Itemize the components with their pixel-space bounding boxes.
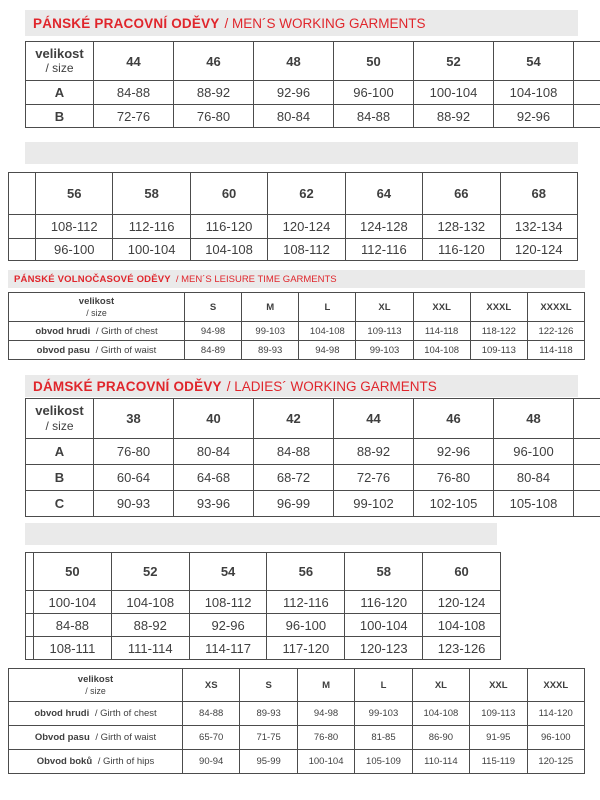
table-header-row [9, 173, 578, 215]
value-cell: 132-134 [500, 215, 577, 239]
value-cell: 115-119 [470, 750, 527, 774]
value-cell: 84-88 [254, 439, 334, 465]
size-cell: 48 [494, 399, 574, 439]
value-cell: 100-104 [297, 750, 354, 774]
size-cell: 48 [254, 42, 334, 81]
value-cell: 116-120 [190, 215, 267, 239]
value-cell: 94-98 [299, 341, 356, 360]
size-cell: 42 [254, 399, 334, 439]
value-cell: 120-124 [423, 591, 501, 614]
value-cell: 108-111 [34, 637, 112, 660]
value-cell: 104-108 [190, 239, 267, 261]
size-cell: 58 [113, 173, 190, 215]
value-cell: 110-114 [412, 750, 469, 774]
value-cell: 84-88 [334, 105, 414, 128]
value-cell: 96-100 [334, 81, 414, 105]
value-cell: 128-132 [423, 215, 500, 239]
value-cell: 108-112 [36, 215, 113, 239]
value-cell: 90-94 [183, 750, 240, 774]
value-cell: 96-100 [494, 439, 574, 465]
mens-leisure-size-table [8, 292, 585, 360]
size-cell: XL [356, 293, 413, 322]
cropped-cell [9, 215, 36, 239]
value-cell: 120-124 [268, 215, 345, 239]
cropped-cell [574, 105, 600, 128]
cropped-cell [26, 591, 34, 614]
value-cell: 117-120 [267, 637, 345, 660]
mens-working-heading-band [25, 10, 578, 36]
value-cell: 88-92 [334, 439, 414, 465]
row-label-cell: A [26, 439, 94, 465]
value-cell: 104-108 [111, 591, 189, 614]
size-cell: 44 [334, 399, 414, 439]
cropped-cell [574, 42, 600, 81]
value-cell: 118-122 [470, 322, 527, 341]
velikost-label: velikost [35, 403, 84, 419]
value-cell: 104-108 [494, 81, 574, 105]
size-cell: 56 [267, 553, 345, 591]
value-cell: 100-104 [34, 591, 112, 614]
mens-working-size-table-1 [25, 41, 600, 128]
table-row [9, 215, 578, 239]
value-cell: 116-120 [423, 239, 500, 261]
value-cell: 71-75 [240, 726, 297, 750]
value-cell: 80-84 [174, 439, 254, 465]
row-label-english: / Girth of chest [95, 325, 158, 337]
row-label-cell: C [26, 491, 94, 517]
value-cell: 76-80 [94, 439, 174, 465]
size-cell: 66 [423, 173, 500, 215]
value-cell: 123-126 [423, 637, 501, 660]
size-label: / size [86, 307, 107, 318]
value-cell: 102-105 [414, 491, 494, 517]
value-cell: 80-84 [254, 105, 334, 128]
value-cell: 104-108 [299, 322, 356, 341]
ladies-working-heading-czech: DÁMSKÉ PRACOVNÍ ODĚVY [33, 378, 222, 394]
size-cell: 60 [190, 173, 267, 215]
size-cell: M [242, 293, 299, 322]
value-cell: 105-109 [355, 750, 412, 774]
value-cell: 89-93 [240, 702, 297, 726]
value-cell: 112-116 [113, 215, 190, 239]
value-cell: 76-80 [297, 726, 354, 750]
row-label-cell [9, 726, 183, 750]
value-cell: 99-102 [334, 491, 414, 517]
row-label-cell [9, 341, 185, 360]
value-cell: 114-117 [189, 637, 267, 660]
value-cell: 120-125 [527, 750, 584, 774]
row-label-czech: obvod hrudi [35, 325, 91, 337]
size-cell: 40 [174, 399, 254, 439]
size-cell: 44 [94, 42, 174, 81]
value-cell: 96-100 [267, 614, 345, 637]
table-row [26, 591, 501, 614]
value-cell: 80-84 [494, 465, 574, 491]
table-header-row [9, 669, 585, 702]
size-cell: XS [183, 669, 240, 702]
value-cell: 92-96 [494, 105, 574, 128]
row-label-cell: A [26, 81, 94, 105]
size-cell: 50 [34, 553, 112, 591]
value-cell: 72-76 [334, 465, 414, 491]
row-label-czech: obvod hrudi [34, 708, 90, 719]
mens-leisure-heading-czech: PÁNSKÉ VOLNOČASOVÉ ODĚVY [14, 273, 171, 285]
table-row [26, 439, 600, 465]
cropped-cell [26, 637, 34, 660]
size-cell: 64 [345, 173, 422, 215]
value-cell: 100-104 [414, 81, 494, 105]
size-cell: S [185, 293, 242, 322]
value-cell: 114-120 [527, 702, 584, 726]
value-cell: 92-96 [189, 614, 267, 637]
table-row [9, 322, 585, 341]
table-header-row [9, 293, 585, 322]
value-cell: 120-124 [500, 239, 577, 261]
table-row [9, 341, 585, 360]
table-row [26, 637, 501, 660]
table-row [26, 81, 600, 105]
value-cell: 65-70 [183, 726, 240, 750]
size-cell: 62 [268, 173, 345, 215]
value-cell: 96-100 [36, 239, 113, 261]
size-cell: S [240, 669, 297, 702]
size-cell: 60 [423, 553, 501, 591]
row-label-cell [9, 322, 185, 341]
value-cell: 95-99 [240, 750, 297, 774]
size-cell: 50 [334, 42, 414, 81]
value-cell: 111-114 [111, 637, 189, 660]
cropped-cell [26, 553, 34, 591]
value-cell: 86-90 [412, 726, 469, 750]
value-cell: 76-80 [414, 465, 494, 491]
ladies-working-heading-band [25, 375, 578, 397]
value-cell: 114-118 [413, 322, 470, 341]
value-cell: 94-98 [297, 702, 354, 726]
value-cell: 84-88 [183, 702, 240, 726]
cropped-cell [574, 491, 600, 517]
value-cell: 68-72 [254, 465, 334, 491]
velikost-label: velikost [78, 296, 115, 307]
table-row [9, 702, 585, 726]
size-cell: L [355, 669, 412, 702]
value-cell: 84-89 [185, 341, 242, 360]
size-label: / size [85, 685, 106, 696]
row-label-czech: Obvod pasu [34, 732, 90, 743]
row-label-english: / Girth of waist [95, 344, 157, 356]
size-cell: 56 [36, 173, 113, 215]
divider-band [25, 523, 497, 545]
value-cell: 90-93 [94, 491, 174, 517]
value-cell: 116-120 [345, 591, 423, 614]
size-cell: XL [412, 669, 469, 702]
table-row [9, 750, 585, 774]
velikost-label: velikost [77, 674, 114, 685]
row-label-cell [9, 750, 183, 774]
row-label-english: / Girth of waist [95, 732, 157, 743]
ladies-working-size-table-3 [8, 668, 585, 774]
ladies-working-size-table-2 [25, 552, 501, 660]
value-cell: 60-64 [94, 465, 174, 491]
value-cell: 104-108 [423, 614, 501, 637]
value-cell: 81-85 [355, 726, 412, 750]
size-label: / size [45, 418, 74, 433]
cropped-cell [26, 614, 34, 637]
row-label-english: / Girth of hips [97, 756, 155, 767]
value-cell: 92-96 [414, 439, 494, 465]
table-header-row [26, 553, 501, 591]
value-cell: 100-104 [113, 239, 190, 261]
velikost-label: velikost [35, 45, 84, 61]
table-row [26, 105, 600, 128]
table-header-row [26, 42, 600, 81]
value-cell: 94-98 [185, 322, 242, 341]
value-cell: 84-88 [34, 614, 112, 637]
ladies-working-size-table-1 [25, 398, 600, 517]
value-cell: 122-126 [527, 322, 584, 341]
size-header-cell [26, 399, 94, 439]
table-row [26, 465, 600, 491]
value-cell: 112-116 [267, 591, 345, 614]
value-cell: 104-108 [413, 341, 470, 360]
size-label: / size [45, 61, 74, 76]
value-cell: 99-103 [355, 702, 412, 726]
row-label-cell [9, 702, 183, 726]
cropped-cell [9, 239, 36, 261]
size-cell: 46 [414, 399, 494, 439]
value-cell: 109-113 [470, 341, 527, 360]
value-cell: 109-113 [356, 322, 413, 341]
value-cell: 88-92 [174, 81, 254, 105]
table-row [9, 239, 578, 261]
value-cell: 100-104 [345, 614, 423, 637]
size-cell: XXL [413, 293, 470, 322]
table-row [26, 614, 501, 637]
size-header-cell [9, 669, 183, 702]
value-cell: 96-99 [254, 491, 334, 517]
value-cell: 72-76 [94, 105, 174, 128]
divider-band [25, 142, 578, 164]
row-label-czech: obvod pasu [36, 344, 90, 356]
size-cell: 54 [189, 553, 267, 591]
size-header-cell [26, 42, 94, 81]
size-cell: 58 [345, 553, 423, 591]
size-cell: L [299, 293, 356, 322]
size-cell: 68 [500, 173, 577, 215]
value-cell: 64-68 [174, 465, 254, 491]
table-row [9, 726, 585, 750]
size-cell: 54 [494, 42, 574, 81]
value-cell: 93-96 [174, 491, 254, 517]
value-cell: 76-80 [174, 105, 254, 128]
cropped-cell [9, 173, 36, 215]
value-cell: 112-116 [345, 239, 422, 261]
table-header-row [26, 399, 600, 439]
mens-working-heading-english: / MEN´S WORKING GARMENTS [224, 15, 426, 31]
cropped-cell [574, 465, 600, 491]
size-cell: 52 [111, 553, 189, 591]
ladies-working-heading-english: / LADIES´ WORKING GARMENTS [226, 378, 437, 394]
row-label-cell: B [26, 465, 94, 491]
value-cell: 109-113 [470, 702, 527, 726]
cropped-cell [574, 439, 600, 465]
mens-working-heading-czech: PÁNSKÉ PRACOVNÍ ODĚVY [33, 15, 220, 31]
value-cell: 88-92 [111, 614, 189, 637]
row-label-english: / Girth of chest [94, 708, 157, 719]
value-cell: 108-112 [189, 591, 267, 614]
row-label-czech: Obvod boků [36, 756, 93, 767]
value-cell: 99-103 [242, 322, 299, 341]
size-cell: XXXL [470, 293, 527, 322]
size-header-cell [9, 293, 185, 322]
size-cell: XXXXL [527, 293, 584, 322]
value-cell: 104-108 [412, 702, 469, 726]
value-cell: 91-95 [470, 726, 527, 750]
mens-working-size-table-2 [8, 172, 578, 261]
cropped-cell [574, 81, 600, 105]
value-cell: 96-100 [527, 726, 584, 750]
value-cell: 120-123 [345, 637, 423, 660]
size-cell: 52 [414, 42, 494, 81]
size-cell: M [297, 669, 354, 702]
value-cell: 84-88 [94, 81, 174, 105]
row-label-cell: B [26, 105, 94, 128]
value-cell: 89-93 [242, 341, 299, 360]
value-cell: 124-128 [345, 215, 422, 239]
value-cell: 108-112 [268, 239, 345, 261]
mens-leisure-heading-band [8, 270, 585, 288]
size-cell: 46 [174, 42, 254, 81]
value-cell: 99-103 [356, 341, 413, 360]
size-cell: XXL [470, 669, 527, 702]
size-cell: XXXL [527, 669, 584, 702]
value-cell: 88-92 [414, 105, 494, 128]
value-cell: 105-108 [494, 491, 574, 517]
cropped-cell [574, 399, 600, 439]
value-cell: 92-96 [254, 81, 334, 105]
size-cell: 38 [94, 399, 174, 439]
mens-leisure-heading-english: / MEN´S LEISURE TIME GARMENTS [175, 273, 337, 285]
value-cell: 114-118 [527, 341, 584, 360]
table-row [26, 491, 600, 517]
